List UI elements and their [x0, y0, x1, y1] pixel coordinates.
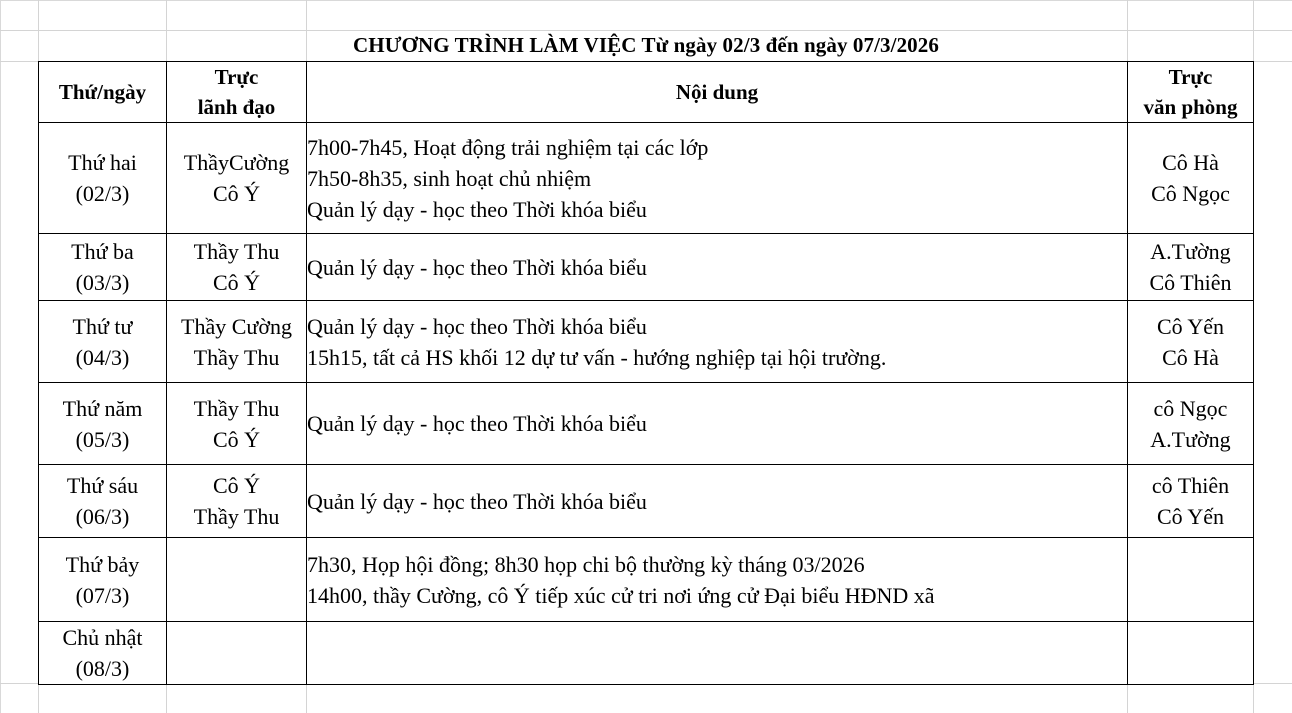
table-row [39, 123, 1254, 234]
header-row [39, 62, 1254, 123]
office-cell: Cô Yến Cô Hà [1128, 301, 1254, 383]
page-title [0, 33, 1292, 58]
day-cell: Thứ hai (02/3) [39, 123, 167, 234]
content-cell: 7h30, Họp hội đồng; 8h30 họp chi bộ thường kỳ tháng 03/2026 14h00, thầy Cường, cô Ý tiếp xúc cử tri nơi ứng cử Đại biểu HĐND xã [307, 538, 1128, 622]
office-cell: A.Tường Cô Thiên [1128, 234, 1254, 301]
table-row [39, 465, 1254, 538]
content-cell: 7h00-7h45, Hoạt động trải nghiệm tại các lớp 7h50-8h35, sinh hoạt chủ nhiệm Quản lý dạy - học theo Thời khóa biểu [307, 123, 1128, 234]
header-content: Nội dung [307, 62, 1128, 123]
content-cell: Quản lý dạy - học theo Thời khóa biểu [307, 234, 1128, 301]
day-cell: Thứ năm (05/3) [39, 383, 167, 465]
office-cell [1128, 622, 1254, 685]
day-cell: Thứ ba (03/3) [39, 234, 167, 301]
table-row [39, 622, 1254, 685]
day-cell: Chủ nhật (08/3) [39, 622, 167, 685]
table-row [39, 538, 1254, 622]
table-row [39, 234, 1254, 301]
leader-cell [167, 538, 307, 622]
leader-cell: Cô Ý Thầy Thu [167, 465, 307, 538]
leader-cell [167, 622, 307, 685]
page-title-text: CHƯƠNG TRÌNH LÀM VIỆC Từ ngày 02/3 đến ngày 07/3/2026 [349, 33, 943, 57]
table-row [39, 301, 1254, 383]
day-cell: Thứ bảy (07/3) [39, 538, 167, 622]
header-office: Trực văn phòng [1128, 62, 1254, 123]
table-row [39, 383, 1254, 465]
content-cell: Quản lý dạy - học theo Thời khóa biểu [307, 383, 1128, 465]
leader-cell: ThầyCường Cô Ý [167, 123, 307, 234]
header-day: Thứ/ngày [39, 62, 167, 123]
leader-cell: Thầy Cường Thầy Thu [167, 301, 307, 383]
header-leader: Trực lãnh đạo [167, 62, 307, 123]
leader-cell: Thầy Thu Cô Ý [167, 234, 307, 301]
day-cell: Thứ tư (04/3) [39, 301, 167, 383]
schedule-table [38, 61, 1254, 685]
content-cell [307, 622, 1128, 685]
office-cell: cô Ngọc A.Tường [1128, 383, 1254, 465]
content-cell: Quản lý dạy - học theo Thời khóa biểu 15h15, tất cả HS khối 12 dự tư vấn - hướng nghiệp tại hội trường. [307, 301, 1128, 383]
office-cell: cô Thiên Cô Yến [1128, 465, 1254, 538]
content-cell: Quản lý dạy - học theo Thời khóa biểu [307, 465, 1128, 538]
office-cell: Cô Hà Cô Ngọc [1128, 123, 1254, 234]
leader-cell: Thầy Thu Cô Ý [167, 383, 307, 465]
day-cell: Thứ sáu (06/3) [39, 465, 167, 538]
office-cell [1128, 538, 1254, 622]
